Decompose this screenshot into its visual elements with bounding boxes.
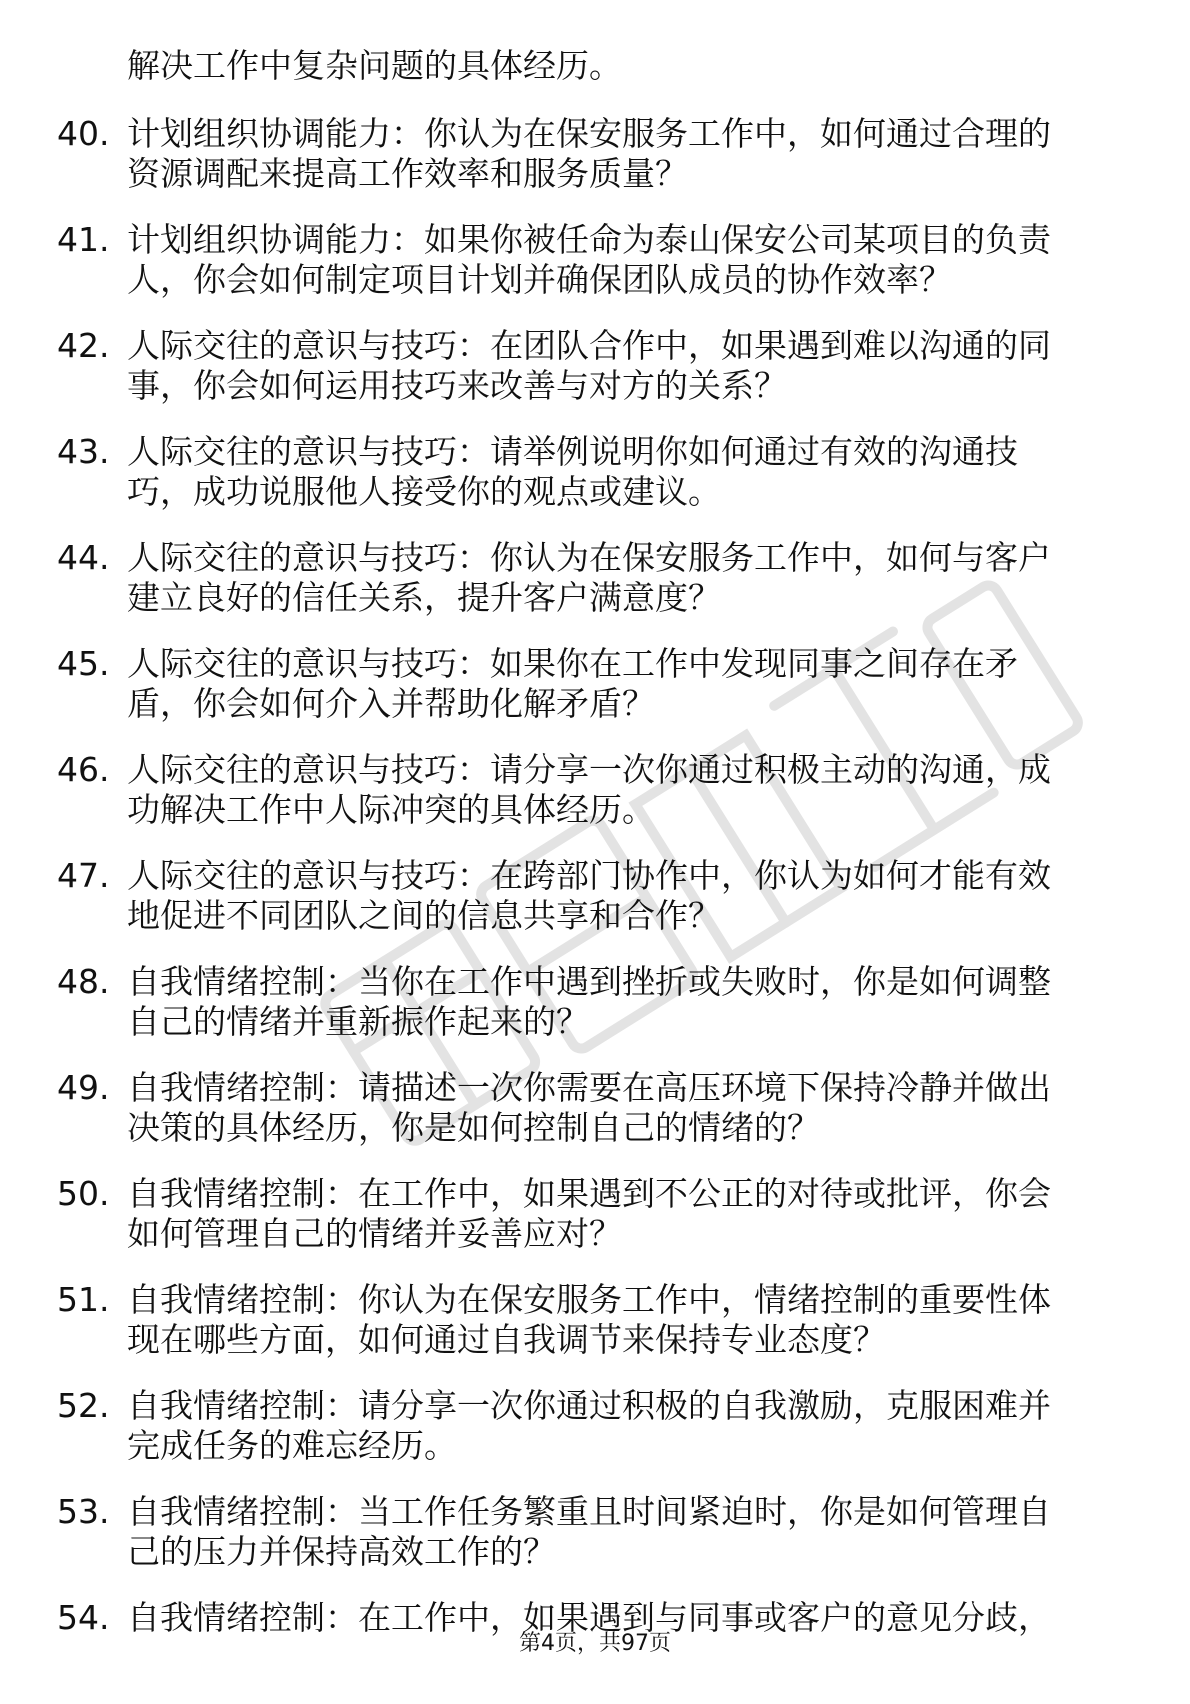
item-text-line-2: 自己的情绪并重新振作起来的？	[127, 1002, 589, 1041]
item-text-line-1: 人际交往的意识与技巧：请分享一次你通过积极主动的沟通，成	[127, 750, 1051, 789]
item-number: 43.	[57, 432, 110, 471]
item-number: 52.	[57, 1386, 110, 1425]
list-item	[0, 750, 1190, 856]
list-item	[0, 644, 1190, 750]
item-number: 53.	[57, 1492, 110, 1531]
list-item	[0, 220, 1190, 326]
item-number: 42.	[57, 326, 110, 365]
item-number: 49.	[57, 1068, 110, 1107]
item-text-line-2: 盾，你会如何介入并帮助化解矛盾？	[127, 684, 655, 723]
item-text-line-2: 决策的具体经历，你是如何控制自己的情绪的？	[127, 1108, 820, 1147]
item-number: 50.	[57, 1174, 110, 1213]
item-number: 54.	[57, 1598, 110, 1637]
item-number: 46.	[57, 750, 110, 789]
item-text-line-1: 自我情绪控制：请描述一次你需要在高压环境下保持冷静并做出	[127, 1068, 1051, 1107]
item-text-line-2: 完成任务的难忘经历。	[127, 1426, 457, 1465]
item-text-line-1: 自我情绪控制：你认为在保安服务工作中，情绪控制的重要性体	[127, 1280, 1051, 1319]
list-item	[0, 856, 1190, 962]
item-text-line-2: 事，你会如何运用技巧来改善与对方的关系？	[127, 366, 787, 405]
item-text-line-2: 资源调配来提高工作效率和服务质量？	[127, 154, 688, 193]
list-item	[0, 1280, 1190, 1386]
list-item	[0, 1068, 1190, 1174]
item-number: 41.	[57, 220, 110, 259]
question-list	[0, 114, 1190, 1704]
item-text-line-1: 人际交往的意识与技巧：在跨部门协作中，你认为如何才能有效	[127, 856, 1051, 895]
item-number: 47.	[57, 856, 110, 895]
item-number: 48.	[57, 962, 110, 1001]
list-item	[0, 1492, 1190, 1598]
item-text-line-1: 自我情绪控制：在工作中，如果遇到与同事或客户的意见分歧，	[127, 1598, 1051, 1637]
item-number: 40.	[57, 114, 110, 153]
item-number: 45.	[57, 644, 110, 683]
list-item	[0, 432, 1190, 538]
item-number: 51.	[57, 1280, 110, 1319]
item-number: 44.	[57, 538, 110, 577]
list-item	[0, 1386, 1190, 1492]
item-text-line-2: 建立良好的信任关系，提升客户满意度？	[127, 578, 721, 617]
item-text-line-2: 人，你会如何制定项目计划并确保团队成员的协作效率？	[127, 260, 952, 299]
item-text-line-2: 己的压力并保持高效工作的？	[127, 1532, 556, 1571]
item-text-line-1: 人际交往的意识与技巧：请举例说明你如何通过有效的沟通技	[127, 432, 1018, 471]
item-text-line-1: 人际交往的意识与技巧：如果你在工作中发现同事之间存在矛	[127, 644, 1018, 683]
item-text-line-1: 自我情绪控制：当工作任务繁重且时间紧迫时，你是如何管理自	[127, 1492, 1051, 1531]
page-number: 第4页，共97页	[519, 1631, 671, 1656]
item-text-line-2: 如何管理自己的情绪并妥善应对？	[127, 1214, 622, 1253]
item-text-line-2: 功解决工作中人际冲突的具体经历。	[127, 790, 655, 829]
list-item	[0, 1174, 1190, 1280]
list-item	[0, 538, 1190, 644]
item-text-line-2: 巧，成功说服他人接受你的观点或建议。	[127, 472, 721, 511]
item-text-line-2: 地促进不同团队之间的信息共享和合作？	[127, 896, 721, 935]
continuation-line: 解决工作中复杂问题的具体经历。	[127, 46, 622, 85]
item-text-line-2: 现在哪些方面，如何通过自我调节来保持专业态度？	[127, 1320, 886, 1359]
item-text-line-1: 计划组织协调能力：如果你被任命为泰山保安公司某项目的负责	[127, 220, 1051, 259]
item-text-line-1: 自我情绪控制：当你在工作中遇到挫折或失败时，你是如何调整	[127, 962, 1051, 1001]
list-item	[0, 962, 1190, 1068]
item-text-line-1: 自我情绪控制：在工作中，如果遇到不公正的对待或批评，你会	[127, 1174, 1051, 1213]
item-text-line-1: 人际交往的意识与技巧：在团队合作中，如果遇到难以沟通的同	[127, 326, 1051, 365]
list-item	[0, 326, 1190, 432]
item-text-line-1: 计划组织协调能力：你认为在保安服务工作中，如何通过合理的	[127, 114, 1051, 153]
item-text-line-1: 人际交往的意识与技巧：你认为在保安服务工作中，如何与客户	[127, 538, 1051, 577]
item-text-line-1: 自我情绪控制：请分享一次你通过积极的自我激励，克服困难并	[127, 1386, 1051, 1425]
list-item	[0, 114, 1190, 220]
